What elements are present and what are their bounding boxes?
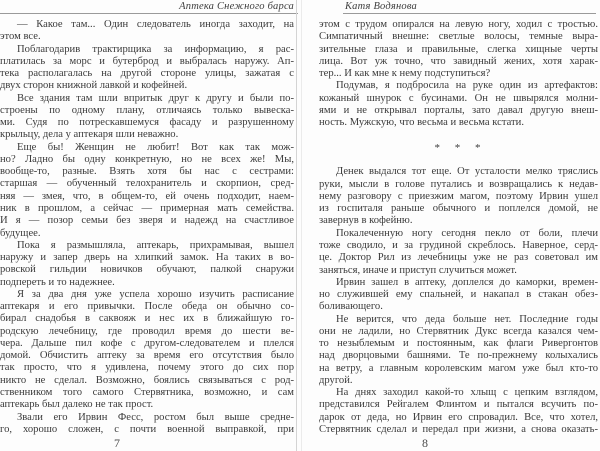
right-page-text bbox=[319, 19, 598, 436]
text-line: наружу и запер дверь на хлипкий замок. На таких в во- bbox=[0, 252, 294, 264]
text-line: дарок от деда, но Ирвин его спровадил. Все, что хотел, bbox=[319, 411, 598, 423]
text-line: — Какое там... Один следователь иногда заходит, на bbox=[17, 19, 294, 30]
right-page-number: 8 bbox=[422, 436, 428, 450]
text-line: двух сторон книжной лавкой и кофейней. bbox=[0, 80, 188, 92]
text-line: будущее. bbox=[0, 227, 41, 239]
paragraph bbox=[319, 228, 598, 277]
text-line: Подумав, я подбросила на руке один из артефактов: bbox=[336, 80, 598, 92]
right-header-rule bbox=[343, 13, 596, 14]
text-line: Покалеченную ногу сегодня пекло от боли, плечи bbox=[336, 227, 598, 239]
left-header-rule bbox=[0, 13, 298, 14]
text-line: чера. Дальше пил кофе с другом-следователем и плелся bbox=[0, 337, 294, 349]
text-line: родскую лечебницу, где проводил время до шести ве- bbox=[0, 325, 294, 337]
right-page bbox=[319, 0, 598, 451]
text-line: аптекаря и его привычки. После обеда он обычно со- bbox=[0, 301, 294, 313]
text-line: ственником того самого Стервятника, возможно, и сам bbox=[0, 386, 294, 398]
text-line: представился Рейгалем Флинтом и пытался всучить по- bbox=[319, 399, 598, 411]
text-line: ник в прошлом, а сейчас — примерная мать семейства. bbox=[0, 202, 294, 214]
text-line: тер... И как мне к нему подступиться? bbox=[319, 68, 491, 80]
paragraph bbox=[0, 93, 294, 142]
paragraph bbox=[0, 44, 294, 93]
paragraph bbox=[0, 240, 294, 289]
text-line: этом все. bbox=[0, 31, 41, 43]
text-line: руки, мысли в голове путались и возвращались к недав- bbox=[319, 178, 598, 190]
text-line: кожаный шнурок с бусинами. Он не швырялся молни- bbox=[319, 92, 598, 104]
text-line: но? Ладно бы одну конкретную, но не всех же! Мы, bbox=[0, 153, 294, 165]
paragraph bbox=[319, 387, 598, 436]
text-line: нему разговору с приезжим магом, поэтому Ирвин ушел bbox=[319, 190, 598, 202]
paragraph bbox=[319, 80, 598, 129]
text-line: зительные глаза и правильные, слегка хищные черты bbox=[319, 43, 598, 55]
text-line: то незыблемым и постоянным, как флаги Ривергонтов bbox=[319, 338, 598, 350]
left-page bbox=[0, 0, 294, 451]
text-line: няя — змея, что, в общем-то, ей очень подходит, наем- bbox=[0, 190, 294, 202]
text-line: этом с трудом опирался на левую ногу, ходил с тростью. bbox=[319, 19, 598, 30]
page-gutter-line-outer bbox=[301, 0, 302, 451]
text-line: Симпатичный внешне: светлые волосы, темные выра- bbox=[319, 31, 598, 43]
text-line: ями и не открывал порталы, зато давал другую внеш- bbox=[319, 104, 598, 116]
text-line: Поблагодарив трактирщика за информацию, я рас- bbox=[17, 43, 294, 55]
text-line: на ветру, а главным королевским магом уже был кто-то bbox=[319, 362, 598, 374]
text-line: Я за два дня уже успела хорошо изучить расписание bbox=[17, 288, 294, 300]
paragraph bbox=[319, 314, 598, 388]
text-line: На днях заходил какой-то хлыщ с цепким взглядом, bbox=[336, 387, 598, 399]
text-line: домой. Обчистить аптеку за время его отсутствия было bbox=[0, 350, 294, 362]
text-line: заняться, иначе и приступ случиться может. bbox=[319, 264, 517, 276]
left-page-number: 7 bbox=[114, 436, 120, 450]
text-line: старшая — обученный телохранитель и скорпион, сред- bbox=[0, 178, 294, 190]
scene-break: * * * bbox=[434, 141, 483, 154]
text-line: другой. bbox=[319, 374, 353, 386]
text-line: вообще-то, разные. Взять хотя бы нас с сестрами: bbox=[0, 166, 294, 178]
paragraph bbox=[319, 19, 598, 80]
text-line: ность. Мужскую, что весьма и весьма кстати. bbox=[319, 117, 524, 129]
page-gutter-line bbox=[296, 0, 297, 451]
text-line: но служившей ему спальней, и накапал в стакан обез- bbox=[319, 289, 598, 301]
text-line: строены по одному плану, отличаясь только вывеска- bbox=[0, 104, 294, 116]
text-line: це. Доктор Рил из лечебницы уже не раз советовал им bbox=[319, 252, 598, 264]
text-line: из госпиталя раньше обычного и поплелся домой, не bbox=[319, 203, 598, 215]
paragraph bbox=[319, 277, 598, 314]
text-line: ми. Судя по потрескавшемуся фасаду и разрушенному bbox=[0, 117, 294, 129]
text-line: бирал снадобья в саквояж и нес их в ближайшую го- bbox=[0, 313, 294, 325]
paragraph bbox=[0, 412, 294, 437]
text-line: так просто, что я удивлена, почему этого до сих пор bbox=[0, 362, 294, 374]
text-line: тека располагалась на другой стороне улицы, зажатая с bbox=[0, 68, 294, 80]
text-line: аптекарь был далеко не так прост. bbox=[0, 399, 154, 411]
text-line: лица. Вот уж точно, что завидный жених, хотя харак- bbox=[319, 55, 598, 67]
text-line: подпереть и то надежнее. bbox=[0, 276, 115, 288]
text-line: Ирвин зашел в аптеку, доплелся до каморки, времен- bbox=[336, 276, 598, 288]
left-page-text bbox=[0, 19, 294, 436]
paragraph bbox=[0, 142, 294, 240]
text-line: крыльцу, дела у аптекаря шли неважно. bbox=[0, 129, 179, 141]
text-line: завернув в кофейню. bbox=[319, 215, 413, 227]
right-page-header: Катя Водянова bbox=[345, 1, 417, 12]
text-line: боливающего. bbox=[319, 301, 383, 313]
text-line: Все здания там шли впритык друг к другу и были по- bbox=[17, 92, 294, 104]
text-line: Пока я размышляла, аптекарь, прихрамывая, вышел bbox=[17, 239, 294, 251]
paragraph bbox=[0, 289, 294, 412]
text-line: они не ладили, но Стервятник Дукс всегда казался чем- bbox=[319, 325, 598, 337]
text-line: Стервятник сделал и передал при жизни, а снова оказать- bbox=[319, 423, 598, 435]
text-line: над дворцовыми башнями. Те по-прежнему колыхались bbox=[319, 350, 598, 362]
text-line: никто не сделал. Возможно, боялись связываться с род- bbox=[0, 374, 294, 386]
text-line: го, хорошо сложен, с почти военной выправкой, при bbox=[0, 423, 294, 435]
text-line: ровской гильдии новичков обучают, палкой снаружи bbox=[0, 264, 294, 276]
text-line: Еще бы! Женщин не любит! Вот как так мож- bbox=[17, 141, 294, 153]
text-line: платилась за морс и бутерброд и выбралась наружу. Ап- bbox=[0, 55, 294, 67]
left-page-header: Аптека Снежного барса bbox=[179, 1, 294, 12]
text-line: И я — позор семьи без зверя и надежд на счастливое bbox=[0, 215, 294, 227]
paragraph bbox=[319, 166, 598, 227]
text-line: Денек выдался тот еще. От усталости мелко тряслись bbox=[336, 166, 598, 178]
paragraph bbox=[0, 19, 294, 44]
text-line: Звали его Ирвин Фесс, ростом был выше средне- bbox=[17, 411, 294, 423]
text-line: тоже сводило, и за грудиной скреблось. Наверное, серд- bbox=[319, 239, 598, 251]
text-line: Не верится, что деда больше нет. Последние годы bbox=[336, 313, 598, 325]
